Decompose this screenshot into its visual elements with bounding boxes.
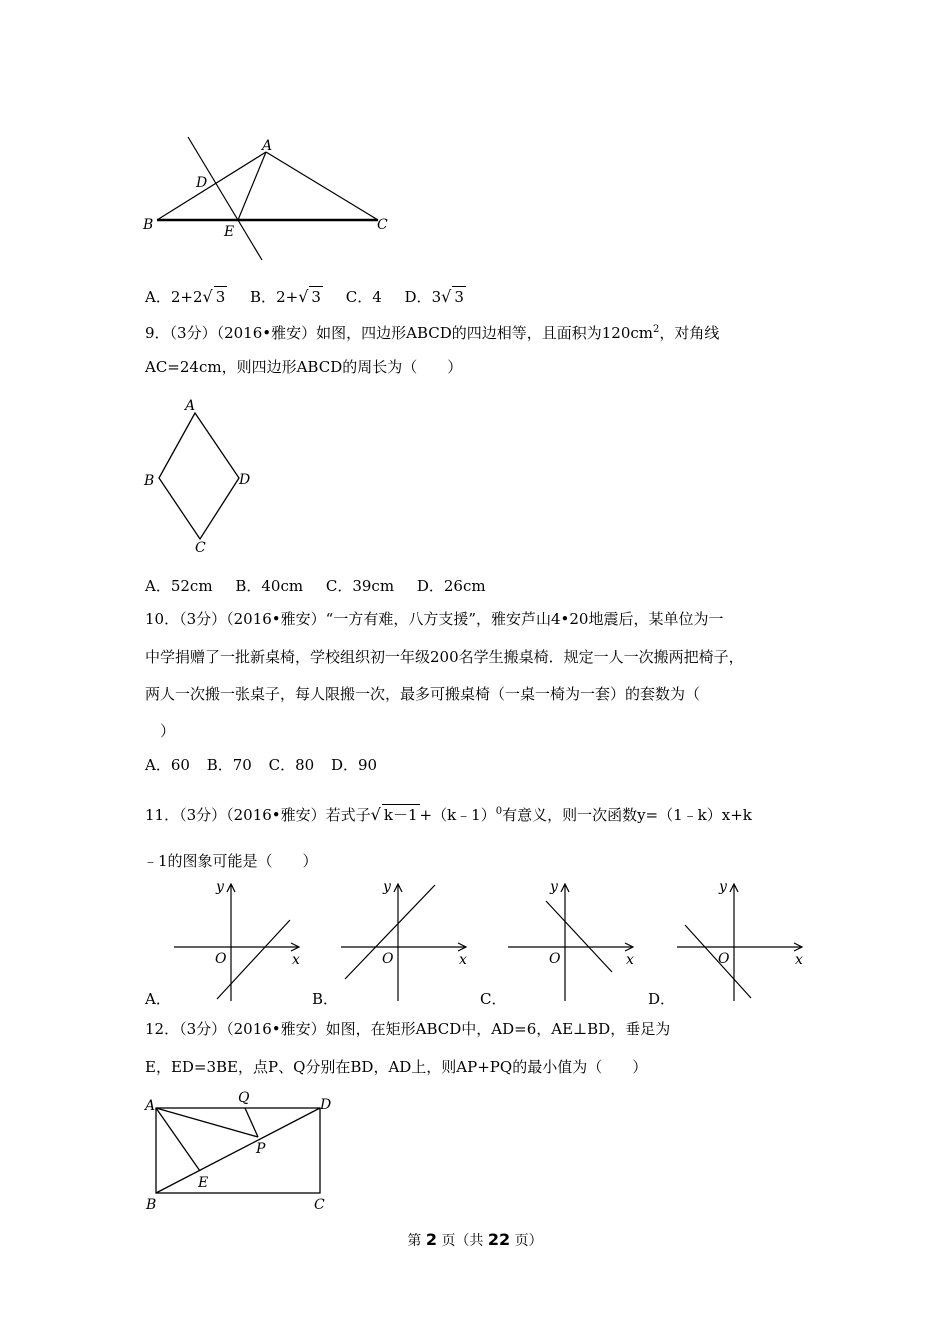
- q12-label-b: B: [146, 1197, 157, 1213]
- q8-option-d: D．3√ 3: [404, 287, 464, 306]
- q8-label-d: D: [196, 175, 208, 191]
- q11-graph-c-y-label: y: [550, 879, 558, 895]
- q9-option-a: A．52cm: [145, 577, 213, 595]
- q10-options: [145, 755, 395, 775]
- q9-options: [145, 576, 504, 596]
- q11-stem-line1: 11．（3分）（2016•雅安）若式子√ k－1 +（k﹣1）$^0$有意义，则一次函数y=（1﹣k）x+k: [145, 805, 752, 824]
- q11-graph-c-x-label: x: [626, 952, 634, 968]
- q12-label-e: E: [198, 1175, 209, 1191]
- q8-option-a: A．2+2√ 3: [145, 287, 226, 306]
- q11-graph-a: [170, 875, 305, 1003]
- q8-option-b: B．2+√ 3: [250, 287, 321, 306]
- q9-label-a: A: [185, 398, 196, 414]
- q11-stem-line2: ﹣1的图象可能是（ ）: [143, 852, 318, 870]
- page-number: 2: [425, 1230, 437, 1249]
- q10-option-a: A．60: [145, 756, 190, 774]
- q10-option-b: B．70: [206, 756, 252, 774]
- q12-segment-qp: [245, 1108, 258, 1137]
- q8-line-ab: [157, 152, 266, 220]
- q12-label-q: Q: [238, 1090, 250, 1106]
- q11-option-d: D．: [648, 990, 676, 1008]
- q11-option-b: B．: [312, 990, 339, 1008]
- q12-label-c: C: [314, 1197, 325, 1213]
- q11-graph-b-origin: O: [382, 951, 394, 967]
- q11-graph-b-x-label: x: [459, 952, 467, 968]
- q11-graph-a-x-label: x: [292, 952, 300, 968]
- q9-stem-line1: 9．（3分）（2016•雅安）如图，四边形ABCD的四边相等，且面积为$120cm^2$，对角线: [145, 324, 720, 342]
- q11-graph-a-y-label: y: [216, 879, 224, 895]
- q12-stem-line2: E，ED=3BE，点P、Q分别在BD，AD上，则AP+PQ的最小值为（ ）: [145, 1058, 648, 1076]
- q8-line-ac: [266, 152, 378, 220]
- q11-graph-a-origin: O: [215, 951, 227, 967]
- page-footer: 第 2 页（共 22 页）: [407, 1230, 543, 1249]
- q11-graph-d-x-label: x: [795, 952, 803, 968]
- q8-triangle-figure: [135, 130, 405, 270]
- q9-label-d: D: [239, 472, 251, 488]
- q9-rhombus-figure: [135, 395, 265, 560]
- q11-option-a: A．: [145, 990, 171, 1008]
- q11-graph-c-origin: O: [549, 951, 561, 967]
- q8-label-c: C: [377, 217, 388, 233]
- q8-label-b: B: [143, 217, 154, 233]
- q10-option-c: C．80: [268, 756, 315, 774]
- q9-option-d: D．26cm: [416, 577, 486, 595]
- q8-options: [145, 286, 484, 307]
- q10-stem-line1: 10．（3分）（2016•雅安）“一方有难，八方支援”，雅安芦山4•20地震后，某单位为一: [145, 610, 724, 628]
- q10-option-d: D．90: [330, 756, 378, 774]
- q11-option-c: C．: [480, 990, 507, 1008]
- q12-diagonal-bd: [156, 1108, 320, 1193]
- q12-segment-ae: [156, 1108, 200, 1171]
- q11-graph-b-y-label: y: [383, 879, 391, 895]
- q12-stem-line1: 12．（3分）（2016•雅安）如图，在矩形ABCD中，AD=6，AE⊥BD，垂足为: [145, 1020, 671, 1038]
- q10-stem-line3: 两人一次搬一张桌子，每人限搬一次，最多可搬桌椅（一桌一椅为一套）的套数为（: [145, 685, 701, 703]
- q8-line-de: [188, 137, 262, 260]
- q11-graph-c: [504, 875, 639, 1003]
- q12-rectangle-figure: [140, 1085, 340, 1215]
- q10-stem-line2: 中学捐赠了一批新桌椅，学校组织初一年级200名学生搬桌椅．规定一人一次搬两把椅子，: [145, 648, 744, 666]
- q9-label-c: C: [195, 540, 206, 556]
- q10-stem-line4: ）: [160, 722, 176, 740]
- q8-label-e: E: [224, 224, 235, 240]
- q9-label-b: B: [144, 473, 155, 489]
- q11-graph-d: [673, 875, 808, 1003]
- q12-label-p: P: [256, 1141, 266, 1157]
- q9-option-b: B．40cm: [235, 577, 304, 595]
- q12-label-a: A: [145, 1098, 156, 1114]
- q11-graph-d-origin: O: [718, 951, 730, 967]
- q12-segment-ap: [156, 1108, 258, 1137]
- q9-stem-line2: AC=24cm，则四边形ABCD的周长为（ ）: [145, 358, 463, 376]
- q8-line-ae: [238, 152, 266, 220]
- q11-graph-b: [337, 875, 472, 1003]
- q9-rhombus: [159, 413, 239, 539]
- q12-label-d: D: [320, 1097, 332, 1113]
- q11-radical: k－1: [383, 806, 418, 824]
- q11-graph-a-line: [217, 920, 290, 999]
- page-total: 22: [487, 1230, 511, 1249]
- q8-option-c: C．4: [345, 288, 382, 306]
- q9-option-c: C．39cm: [325, 577, 395, 595]
- q11-graph-d-y-label: y: [719, 879, 727, 895]
- q8-label-a: A: [262, 138, 273, 154]
